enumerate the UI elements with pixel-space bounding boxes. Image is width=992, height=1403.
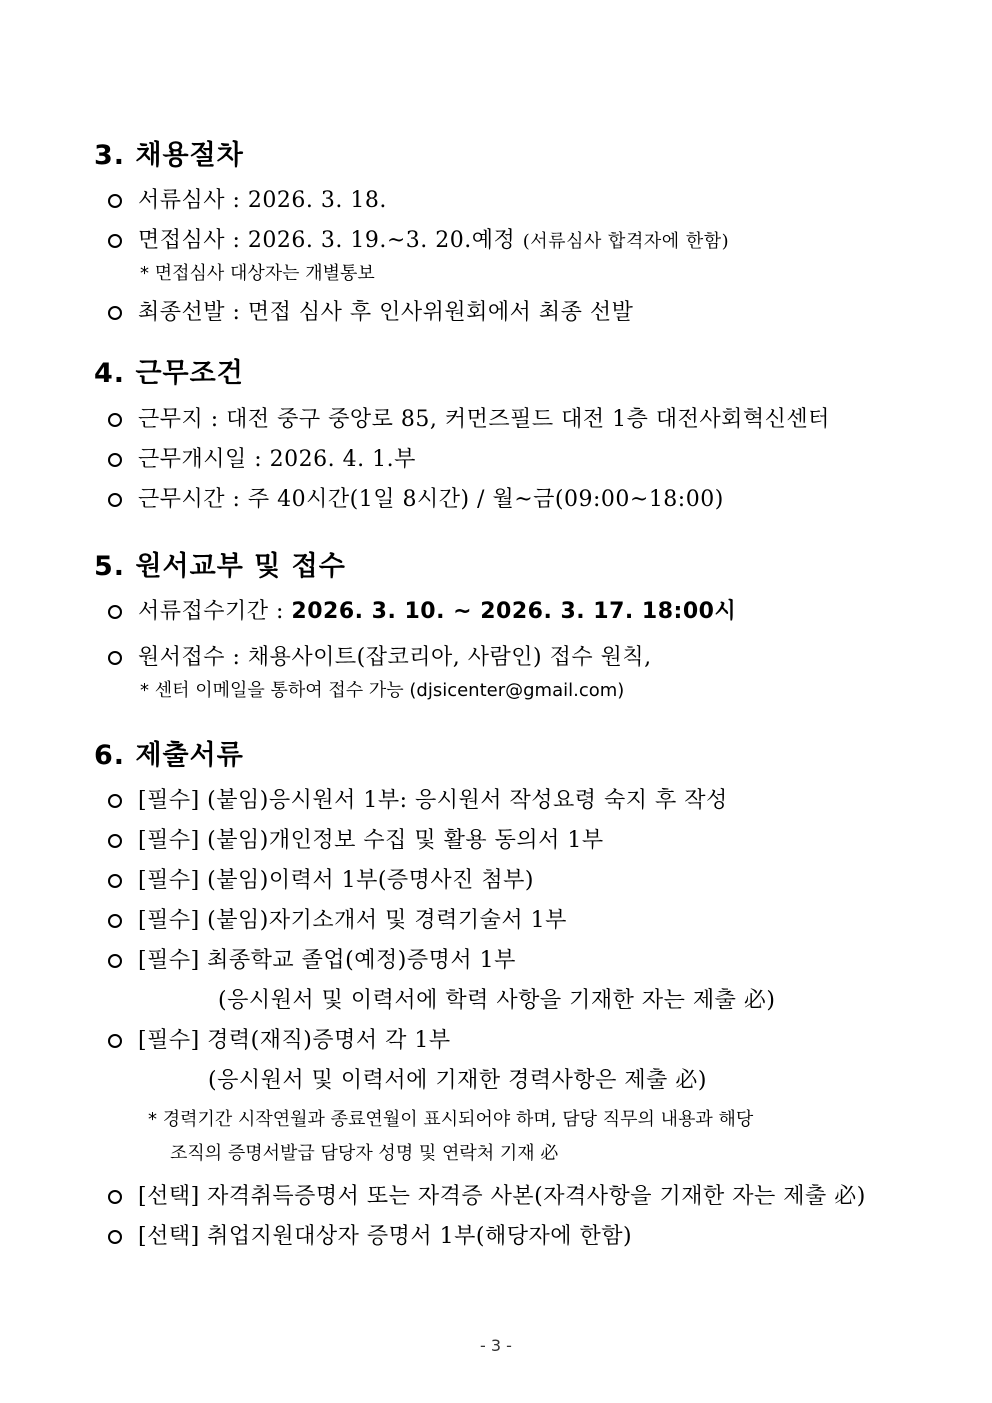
circle-bullet-icon — [108, 413, 122, 427]
item-subtext: (서류심사 합격자에 한함) — [522, 231, 730, 252]
section-4-item-2 — [108, 445, 416, 475]
section-3-item-1 — [108, 186, 387, 216]
circle-bullet-icon — [108, 834, 122, 848]
item-text: 원서접수 : 채용사이트(잡코리아, 사람인) 접수 원칙, — [138, 645, 652, 670]
section-6-item-7 — [108, 1182, 866, 1212]
circle-bullet-icon — [108, 493, 122, 507]
section-5-note: * 센터 이메일을 통하여 접수 가능 (djsicenter@gmail.com) — [140, 680, 625, 701]
section-6-item-1 — [108, 786, 728, 816]
section-6-item-2 — [108, 826, 604, 856]
circle-bullet-icon — [108, 194, 122, 208]
section-6-item-8 — [108, 1222, 632, 1252]
section-6-heading: 6. 제출서류 — [94, 740, 244, 771]
section-6-item-4 — [108, 906, 567, 936]
section-3-item-2 — [108, 226, 729, 257]
item-text: 근무지 : 대전 중구 중앙로 85, 커먼즈필드 대전 1층 대전사회혁신센터 — [138, 407, 830, 432]
section-6-item-5-continuation: (응시원서 및 이력서에 학력 사항을 기재한 자는 제출 必) — [218, 988, 776, 1013]
section-6-item-6-continuation: (응시원서 및 이력서에 기재한 경력사항은 제출 必) — [208, 1068, 707, 1093]
item-text: [필수] (붙임)자기소개서 및 경력기술서 1부 — [138, 908, 567, 933]
circle-bullet-icon — [108, 874, 122, 888]
circle-bullet-icon — [108, 914, 122, 928]
section-6-note-line-1: * 경력기간 시작연월과 종료연월이 표시되어야 하며, 담당 직무의 내용과 해당 — [148, 1109, 754, 1130]
section-4-heading: 4. 근무조건 — [94, 358, 244, 389]
item-text: 서류심사 : 2026. 3. 18. — [138, 188, 387, 213]
section-5-item-1 — [108, 597, 736, 627]
circle-bullet-icon — [108, 306, 122, 320]
section-3-item-3 — [108, 298, 633, 328]
item-text: [필수] (붙임)응시원서 1부: 응시원서 작성요령 숙지 후 작성 — [138, 788, 728, 813]
section-6-item-3 — [108, 866, 534, 896]
application-period: 2026. 3. 10. ~ 2026. 3. 17. 18:00시 — [291, 599, 737, 624]
item-text: [선택] 취업지원대상자 증명서 1부(해당자에 한함) — [138, 1224, 633, 1249]
circle-bullet-icon — [108, 1190, 122, 1204]
circle-bullet-icon — [108, 605, 122, 619]
item-text: [필수] 경력(재직)증명서 각 1부 — [138, 1028, 451, 1053]
item-text: [필수] (붙임)이력서 1부(증명사진 첨부) — [138, 868, 535, 893]
item-text: [선택] 자격취득증명서 또는 자격증 사본(자격사항을 기재한 자는 제출 必) — [138, 1184, 866, 1209]
section-6-note-line-2: 조직의 증명서발급 담당자 성명 및 연락처 기재 必 — [170, 1143, 559, 1164]
item-text: 근무시간 : 주 40시간(1일 8시간) / 월~금(09:00~18:00) — [138, 487, 724, 512]
circle-bullet-icon — [108, 794, 122, 808]
circle-bullet-icon — [108, 453, 122, 467]
page-number: - 3 - — [480, 1336, 512, 1355]
section-5-heading: 5. 원서교부 및 접수 — [94, 551, 346, 582]
section-6-item-5 — [108, 946, 516, 976]
circle-bullet-icon — [108, 954, 122, 968]
item-text: [필수] (붙임)개인정보 수집 및 활용 동의서 1부 — [138, 828, 604, 853]
circle-bullet-icon — [108, 1034, 122, 1048]
item-text: [필수] 최종학교 졸업(예정)증명서 1부 — [138, 948, 516, 973]
circle-bullet-icon — [108, 234, 122, 248]
section-3-note: * 면접심사 대상자는 개별통보 — [140, 263, 375, 284]
item-text: 근무개시일 : 2026. 4. 1.부 — [138, 447, 416, 472]
item-text: 서류접수기간 : — [138, 599, 284, 624]
section-5-item-2 — [108, 643, 652, 673]
circle-bullet-icon — [108, 651, 122, 665]
item-text: 면접심사 : 2026. 3. 19.~3. 20.예정 — [138, 228, 516, 253]
section-4-item-3 — [108, 485, 724, 515]
section-6-item-6 — [108, 1026, 451, 1056]
section-4-item-1 — [108, 405, 830, 435]
section-3-heading: 3. 채용절차 — [94, 140, 244, 171]
circle-bullet-icon — [108, 1230, 122, 1244]
item-text: 최종선발 : 면접 심사 후 인사위원회에서 최종 선발 — [138, 300, 634, 325]
